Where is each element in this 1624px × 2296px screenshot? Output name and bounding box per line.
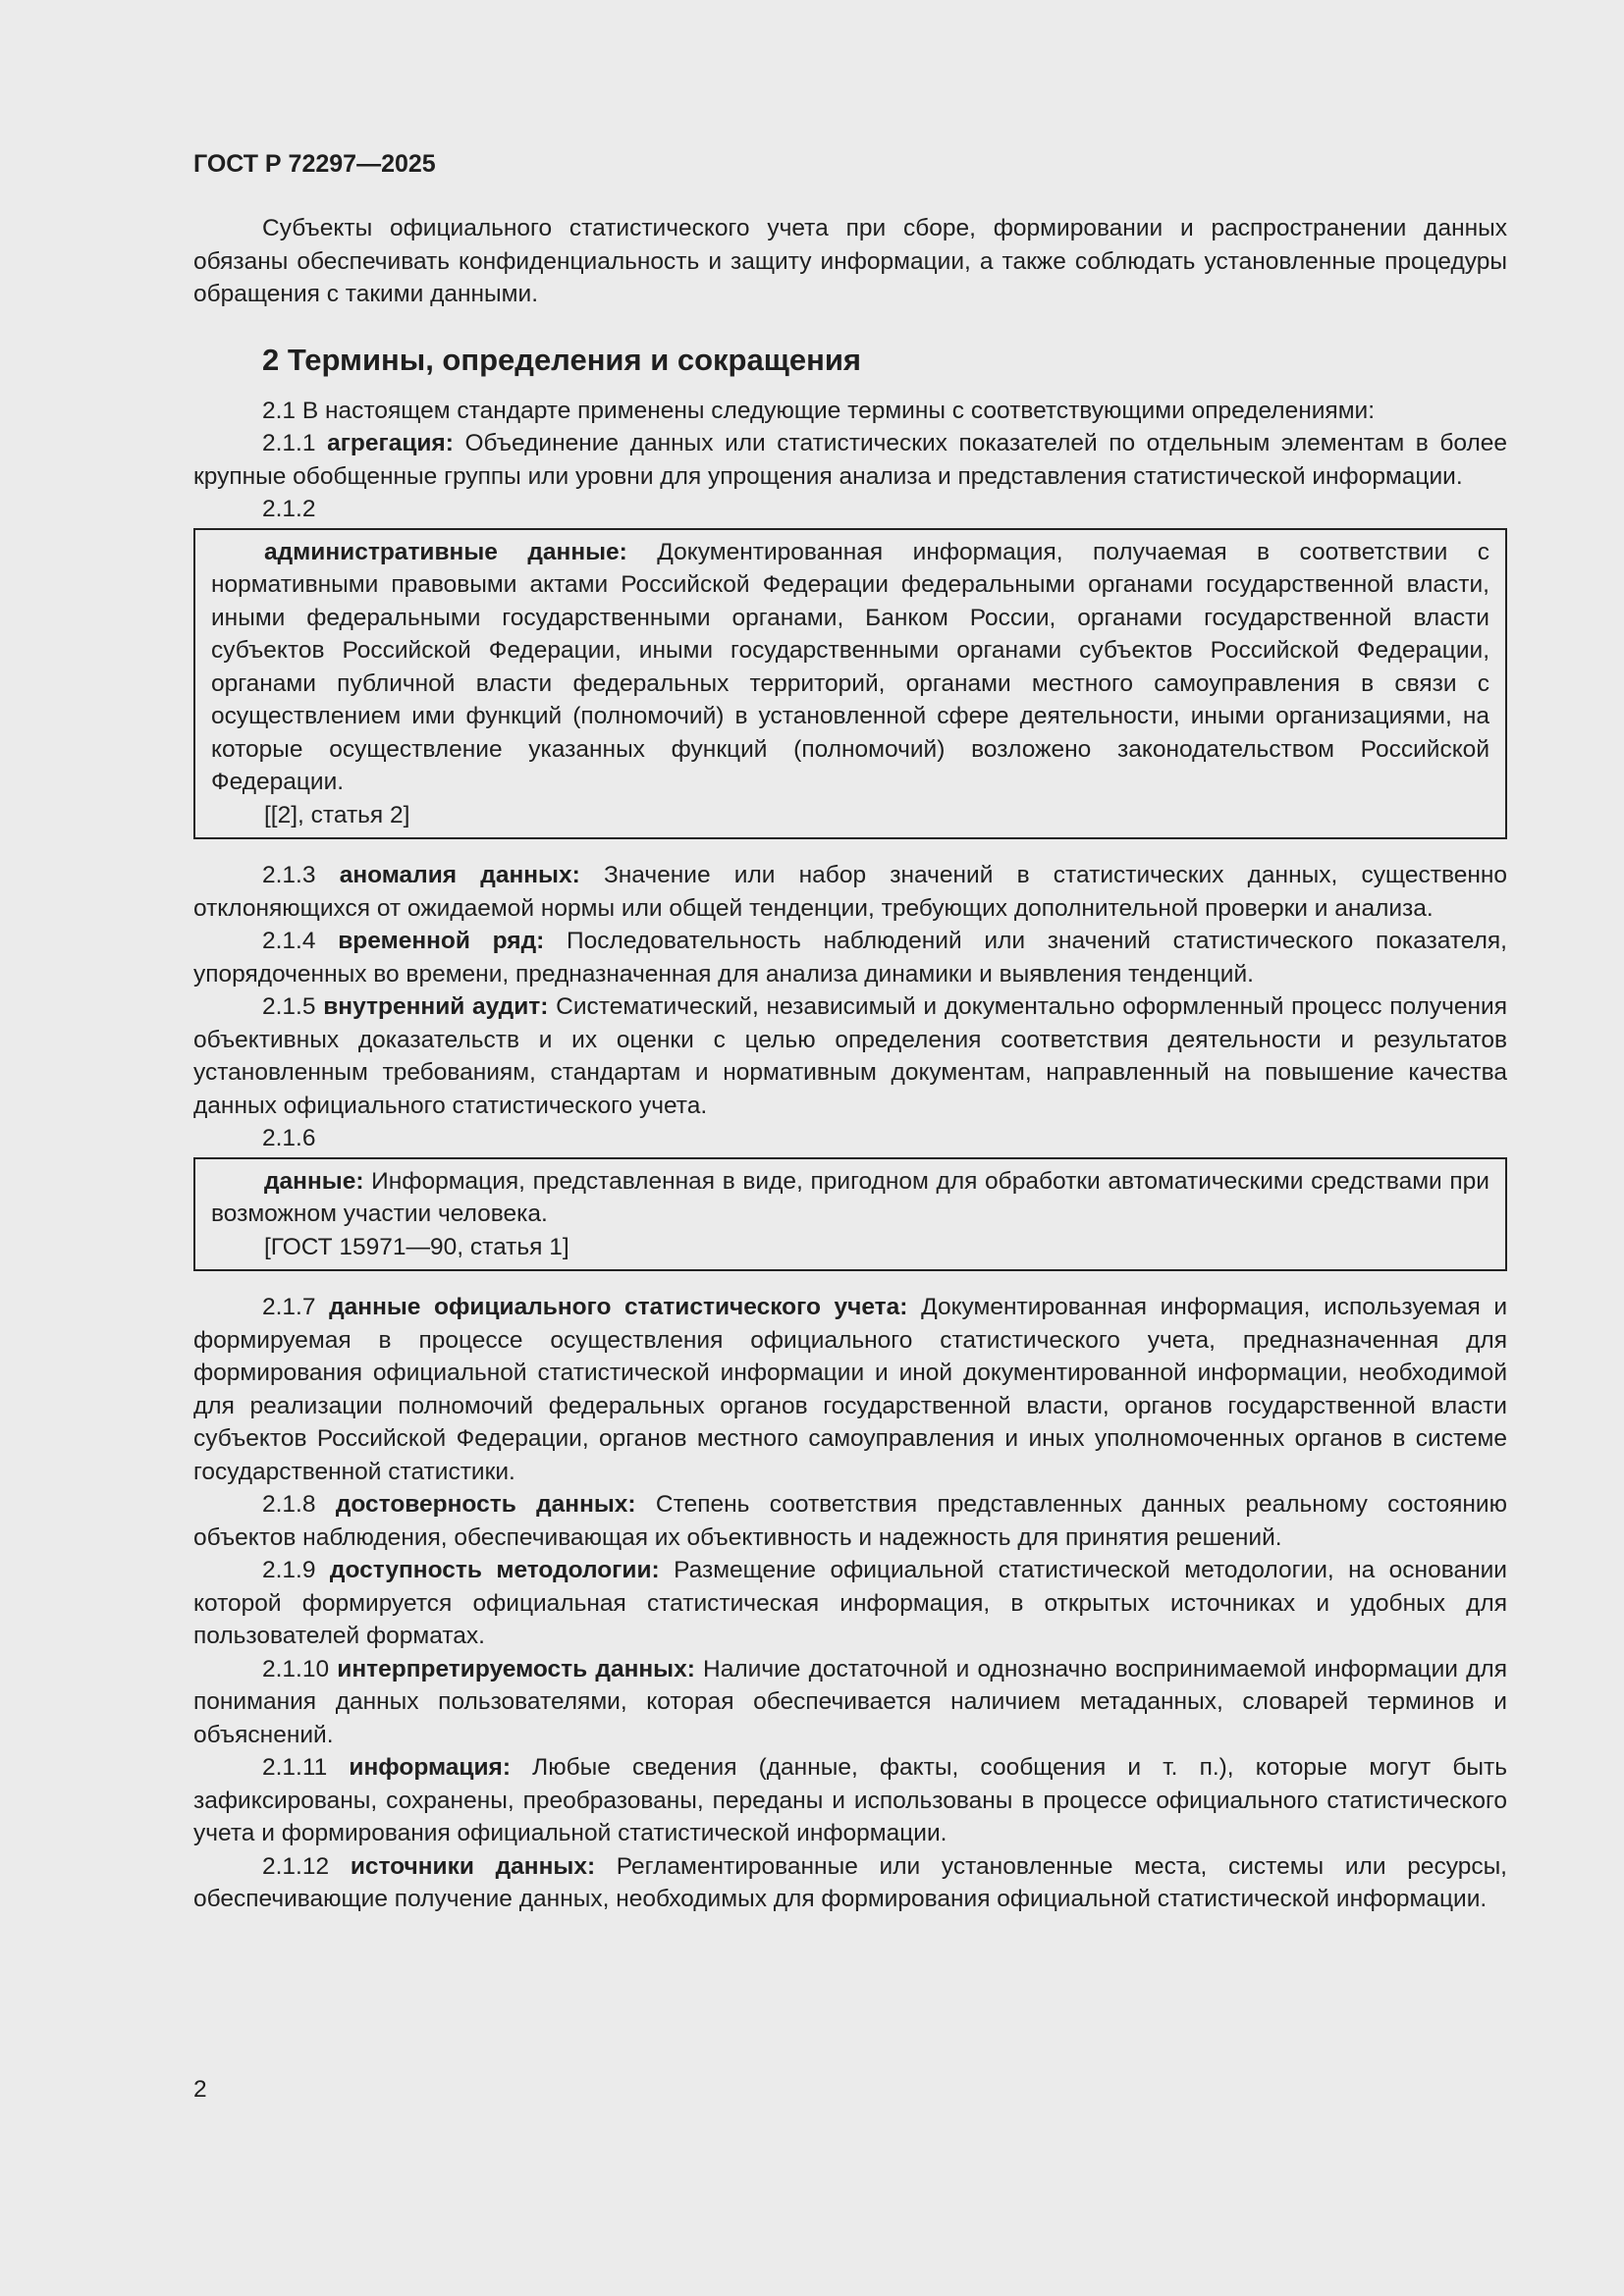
term-definition: Систематический, независимый и документально оформленный процесс получения объективных доказательств и их оценки с целью определения соответствия деятельности и результатов установленным требованиям, стандартам и нормативным документам, направленный на повышение качества данных официального статистического учета.: [193, 993, 1507, 1119]
term-definition: Последовательность наблюдений или значений статистического показателя, упорядоченных во времени, предназначенная для анализа динамики и выявления тенденций.: [193, 928, 1507, 988]
term-name: временной ряд:: [338, 928, 545, 954]
term-name: источники данных:: [350, 1852, 596, 1880]
document-code-header: ГОСТ Р 72297—2025: [193, 150, 436, 178]
term-number: 2.1.8: [262, 1491, 336, 1518]
term-entry-2-1-10: [193, 1653, 1507, 1752]
term-entry-2-1-3: [193, 859, 1507, 925]
term-source: [ГОСТ 15971—90, статья 1]: [264, 1233, 569, 1260]
term-number: 2.1.4: [262, 928, 339, 954]
term-definition: Значение или набор значений в статистических данных, существенно отклоняющихся от ожидаемой нормы или общей тенденции, требующих дополнительной проверки и анализа.: [193, 862, 1508, 922]
term-name: данные:: [264, 1167, 364, 1195]
term-definition: Регламентированные или установленные места, системы или ресурсы, обеспечивающие получение данных, необходимых для формирования официальной статистической информации.: [193, 1852, 1507, 1912]
term-number: 2.1.11: [262, 1754, 350, 1781]
term-box-2-1-2: [193, 528, 1507, 840]
term-number: 2.1.9: [262, 1557, 330, 1583]
term-definition: Документированная информация, получаемая в соответствии с нормативными правовыми актами Российской Федерации федеральными органами государственной власти, иными федеральными государственными органами, Банком России, органами государственной власти субъектов Российской Федерации, иными государственными органами субъектов Российской Федерации, органами публичной власти федеральных территорий, органами местного самоуправления в связи с осуществлением ими функций (полномочий) в установленной сфере деятельности, иными организациями, на которые осуществление указанных функций (полномочий) возложено законодательством Российской Федерации.: [211, 538, 1489, 795]
term-box-2-1-6: [193, 1157, 1507, 1272]
section-title: 2 Термины, определения и сокращения: [262, 342, 861, 377]
term-entry-2-1-11: [193, 1751, 1507, 1850]
term-entry-2-1-2: [211, 536, 1489, 799]
section-lead: 2.1 В настоящем стандарте применены следующие термины с соответствующими определениями:: [262, 397, 1376, 424]
term-number: 2.1.12: [262, 1852, 351, 1880]
term-definition: Степень соответствия представленных данных реальному состоянию объектов наблюдения, обеспечивающая их объективность и надежность для принятия решений.: [193, 1491, 1507, 1551]
term-definition: Документированная информация, используемая и формируемая в процессе осуществления официального статистического учета, предназначенная для формирования официальной статистической информации и иной документированной информации, необходимой для реализации полномочий федеральных органов государственной власти, органов государственной власти субъектов Российской Федерации, органов местного самоуправления и иных уполномоченных органов в системе государственной статистики.: [193, 1294, 1507, 1485]
term-name: интерпретируемость данных:: [337, 1655, 695, 1682]
intro-paragraph: Субъекты официального статистического учета при сборе, формировании и распространении данных обязаны обеспечивать конфиденциальность и защиту информации, а также соблюдать установленные процедуры обращения с такими данными.: [193, 215, 1507, 307]
term-name: достоверность данных:: [335, 1491, 636, 1518]
term-name: аномалия данных:: [339, 862, 580, 888]
term-definition: Информация, представленная в виде, пригодном для обработки автоматическими средствами при возможном участии человека.: [211, 1167, 1489, 1227]
term-name: внутренний аудит:: [323, 993, 549, 1020]
term-name: доступность методологии:: [329, 1557, 660, 1583]
term-entry-2-1-12: [193, 1850, 1507, 1916]
term-number: 2.1.1: [262, 430, 328, 456]
term-entry-2-1-5: [193, 990, 1507, 1122]
term-number: 2.1.7: [262, 1294, 330, 1320]
term-definition: Объединение данных или статистических показателей по отдельным элементам в более крупные обобщенные группы или уровни для упрощения анализа и представления статистической информации.: [193, 430, 1507, 490]
term-name: административные данные:: [264, 538, 627, 565]
term-definition: Размещение официальной статистической методологии, на основании которой формируется официальная статистическая информация, в открытых источниках и удобных для пользователей форматах.: [193, 1557, 1507, 1649]
term-name: информация:: [349, 1754, 512, 1781]
term-entry-2-1-9: [193, 1554, 1507, 1653]
term-definition: Любые сведения (данные, факты, сообщения и т. п.), которые могут быть зафиксированы, сохранены, преобразованы, переданы и использованы в процессе официального статистического учета и формирования официальной статистической информации.: [193, 1754, 1507, 1846]
term-number: 2.1.5: [262, 993, 324, 1020]
term-source: [[2], статья 2]: [264, 801, 410, 828]
document-page: [193, 147, 1507, 1916]
term-entry-2-1-1: [193, 427, 1507, 493]
term-entry-2-1-8: [193, 1488, 1507, 1554]
term-number-2-1-2: 2.1.2: [262, 496, 316, 522]
term-entry-2-1-6: [211, 1165, 1489, 1231]
page-number: 2: [193, 2076, 207, 2103]
term-number: 2.1.10: [262, 1655, 338, 1682]
term-number-2-1-6: 2.1.6: [262, 1125, 316, 1151]
term-entry-2-1-4: [193, 925, 1507, 990]
term-entry-2-1-7: [193, 1291, 1507, 1488]
term-name: агрегация:: [327, 430, 454, 456]
term-definition: Наличие достаточной и однозначно воспринимаемой информации для понимания данных пользователями, которая обеспечивается наличием метаданных, словарей терминов и объяснений.: [193, 1655, 1507, 1748]
term-name: данные официального статистического учета:: [329, 1294, 908, 1320]
term-number: 2.1.3: [262, 862, 340, 888]
